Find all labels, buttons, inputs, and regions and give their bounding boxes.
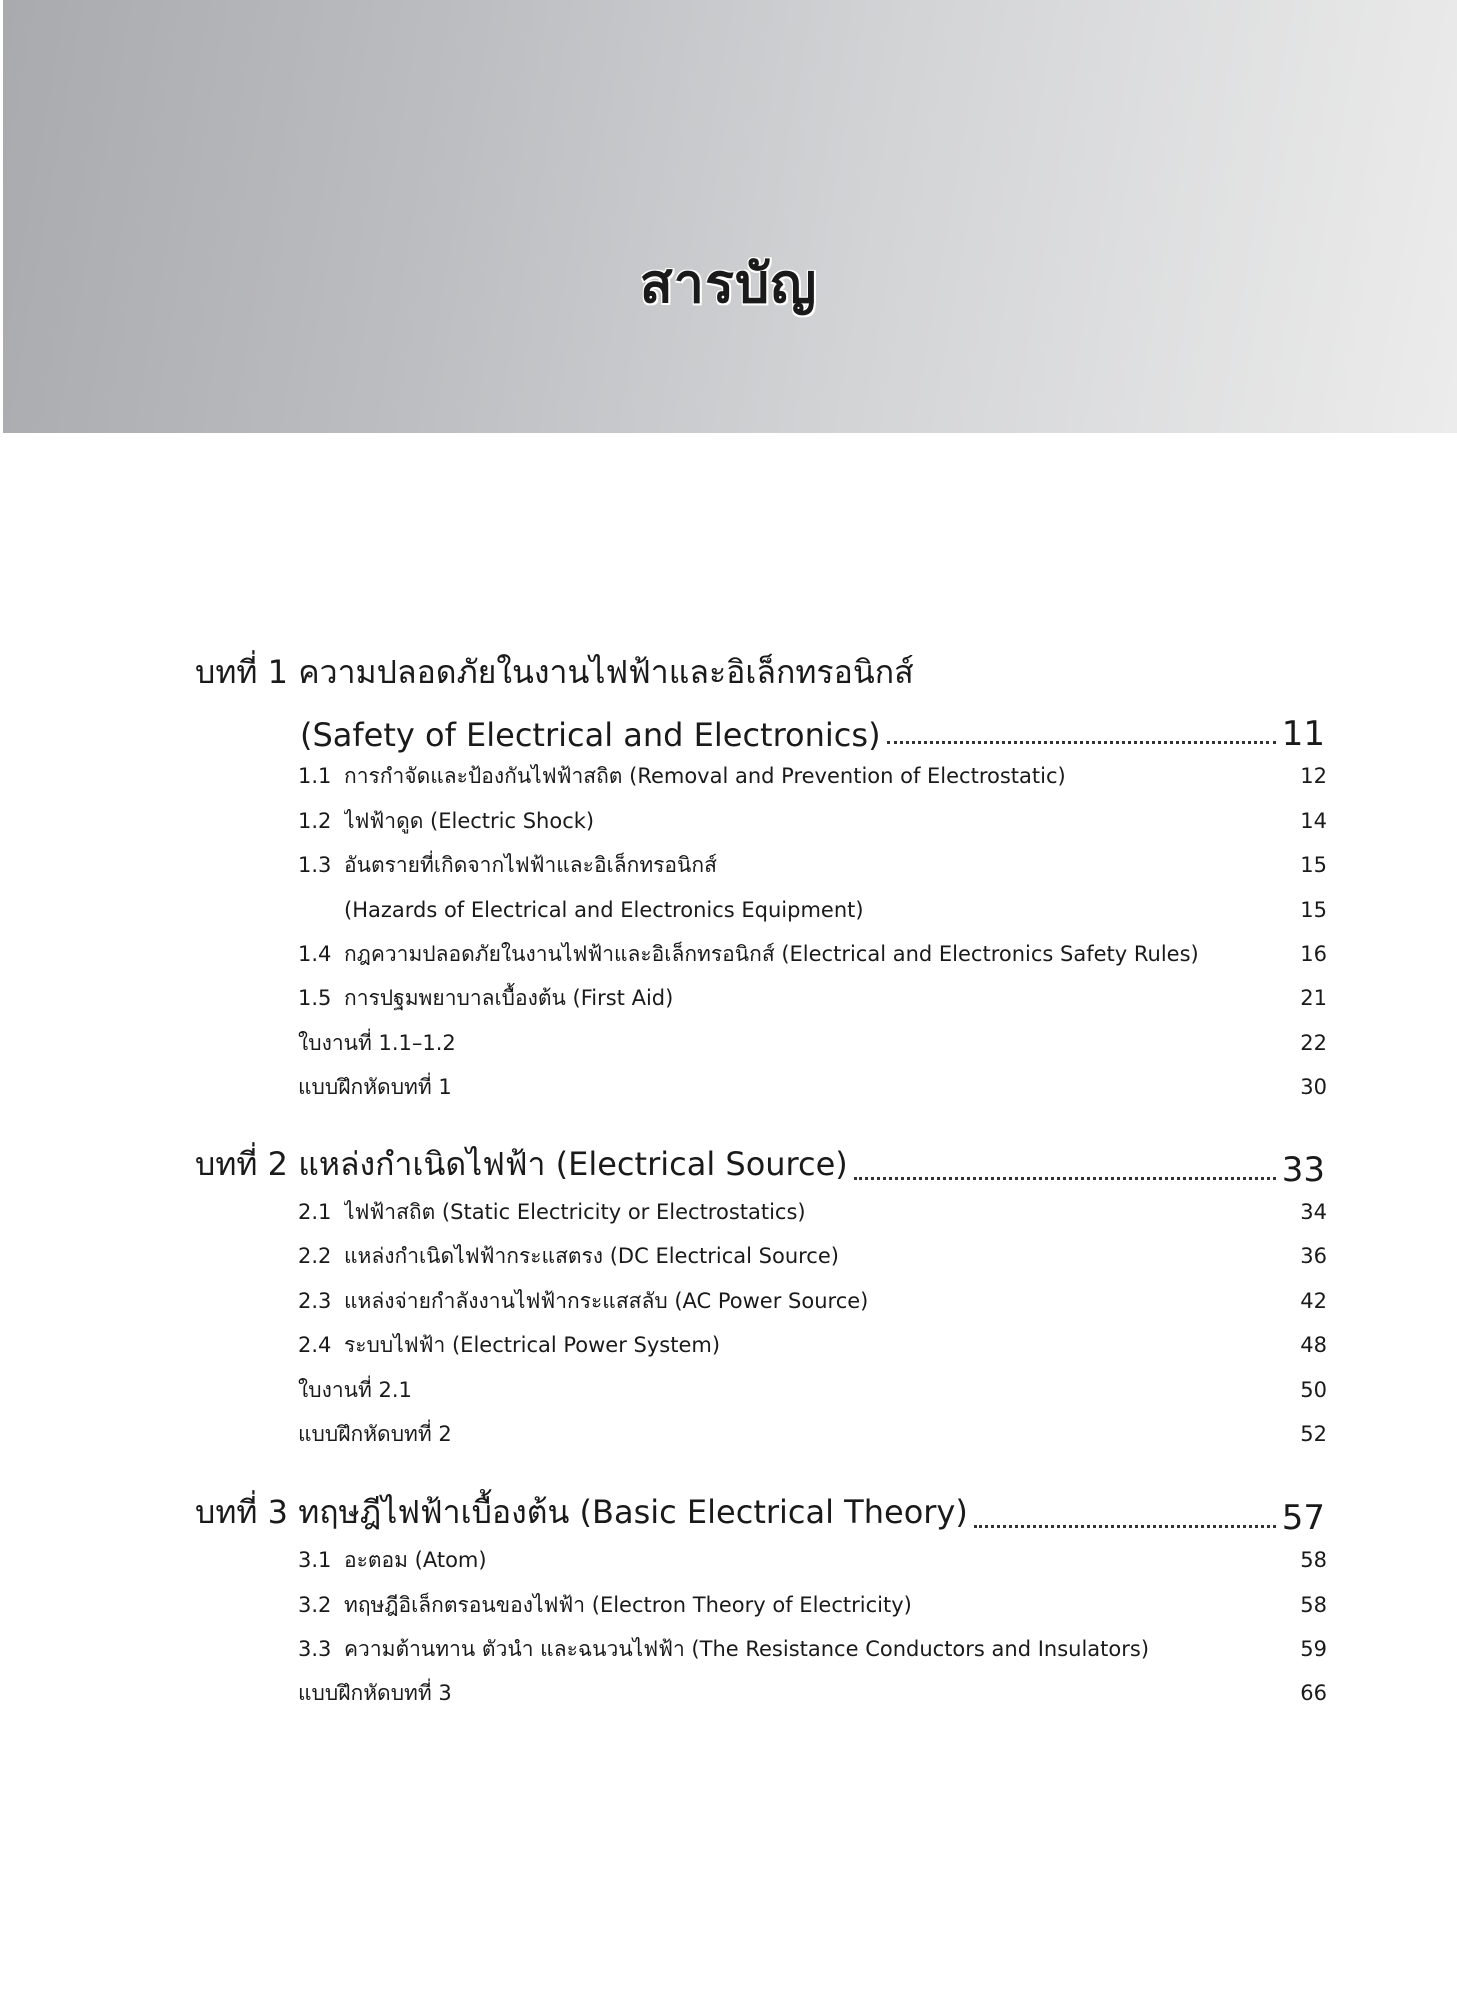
entry-title: ใบงานที่ 1.1–1.2 (298, 1030, 456, 1055)
entry-page: 66 (1300, 1681, 1327, 1705)
dot-leader (887, 741, 1276, 744)
chapter-1-subtitle-row[interactable] (300, 702, 1325, 754)
entry-number: 2.4 (298, 1333, 332, 1357)
toc-entry-2-2[interactable] (298, 1239, 1327, 1273)
entry-page: 52 (1300, 1422, 1327, 1446)
toc-entry-exercise-2[interactable] (298, 1417, 1327, 1451)
toc-entry-exercise-1[interactable] (298, 1070, 1327, 1104)
toc-entry-2-3[interactable] (298, 1284, 1327, 1318)
entry-page: 12 (1300, 764, 1327, 788)
entry-number: 3.3 (298, 1637, 332, 1661)
entry-page: 16 (1300, 942, 1327, 966)
toc-entry-worksheet-1[interactable] (298, 1026, 1327, 1060)
entry-number: 1.1 (298, 764, 332, 788)
toc-entry-3-1[interactable] (298, 1543, 1327, 1577)
entry-title: (Hazards of Electrical and Electronics Equipment) (344, 898, 864, 922)
toc-entry-1-1[interactable] (298, 759, 1327, 793)
toc-entry-3-2[interactable] (298, 1588, 1327, 1622)
toc-entry-1-3[interactable] (298, 848, 1327, 882)
entry-number: 2.1 (298, 1200, 332, 1224)
entry-title: ไฟฟ้าสถิต (Static Electricity or Electrostatics) (344, 1199, 806, 1224)
chapter-3-title: บทที่ 3 ทฤษฎีไฟฟ้าเบื้องต้น (Basic Electrical Theory) (195, 1493, 968, 1531)
entry-title: ใบงานที่ 2.1 (298, 1377, 412, 1402)
entry-page: 36 (1300, 1244, 1327, 1268)
entry-page: 21 (1300, 986, 1327, 1010)
entry-number: 2.3 (298, 1289, 332, 1313)
entry-page: 30 (1300, 1075, 1327, 1099)
toc-entry-worksheet-2[interactable] (298, 1373, 1327, 1407)
entry-title: ระบบไฟฟ้า (Electrical Power System) (344, 1332, 721, 1357)
entry-title: ทฤษฎีอิเล็กตรอนของไฟฟ้า (Electron Theory of Electricity) (344, 1592, 912, 1617)
entry-number: 1.4 (298, 942, 332, 966)
entry-page: 15 (1300, 898, 1327, 922)
entry-page: 58 (1300, 1593, 1327, 1617)
toc-entry-2-4[interactable] (298, 1328, 1327, 1362)
entry-number: 3.1 (298, 1548, 332, 1572)
toc-entry-1-4[interactable] (298, 937, 1327, 971)
entry-title: แบบฝึกหัดบทที่ 1 (298, 1074, 452, 1099)
entry-number: 1.2 (298, 809, 332, 833)
header-banner (3, 0, 1457, 433)
chapter-3-page: 57 (1281, 1498, 1325, 1538)
entry-title: แบบฝึกหัดบทที่ 3 (298, 1680, 452, 1705)
entry-title: อะตอม (Atom) (344, 1547, 487, 1572)
chapter-2-title: บทที่ 2 แหล่งกำเนิดไฟฟ้า (Electrical Source) (195, 1145, 848, 1183)
entry-page: 59 (1300, 1637, 1327, 1661)
entry-page: 48 (1300, 1333, 1327, 1357)
entry-page: 58 (1300, 1548, 1327, 1572)
toc-entry-2-1[interactable] (298, 1195, 1327, 1229)
entry-title: ไฟฟ้าดูด (Electric Shock) (344, 808, 595, 833)
entry-number: 3.2 (298, 1593, 332, 1617)
chapter-3-heading[interactable] (195, 1486, 1325, 1538)
entry-page: 14 (1300, 809, 1327, 833)
entry-page: 22 (1300, 1031, 1327, 1055)
entry-title: กฎความปลอดภัยในงานไฟฟ้าและอิเล็กทรอนิกส์ (Electrical and Electronics Safety Rules) (344, 941, 1199, 966)
dot-leader (854, 1177, 1276, 1180)
chapter-2-heading[interactable] (195, 1138, 1325, 1190)
entry-title: ความต้านทาน ตัวนำ และฉนวนไฟฟ้า (The Resistance Conductors and Insulators) (344, 1636, 1150, 1661)
entry-title: แบบฝึกหัดบทที่ 2 (298, 1421, 452, 1446)
entry-page: 50 (1300, 1378, 1327, 1402)
chapter-1-title: บทที่ 1 ความปลอดภัยในงานไฟฟ้าและอิเล็กทรอนิกส์ (195, 653, 914, 691)
page-title: สารบัญ (639, 252, 818, 315)
toc-entry-1-5[interactable] (298, 981, 1327, 1015)
dot-leader (974, 1525, 1276, 1528)
entry-page: 34 (1300, 1200, 1327, 1224)
toc-entry-1-2[interactable] (298, 804, 1327, 838)
entry-page: 15 (1300, 853, 1327, 877)
entry-title: อันตรายที่เกิดจากไฟฟ้าและอิเล็กทรอนิกส์ (344, 852, 717, 877)
chapter-2-page: 33 (1281, 1150, 1325, 1190)
entry-title: การกำจัดและป้องกันไฟฟ้าสถิต (Removal and Prevention of Electrostatic) (344, 763, 1066, 788)
entry-title: แหล่งกำเนิดไฟฟ้ากระแสตรง (DC Electrical Source) (344, 1243, 839, 1268)
entry-page: 42 (1300, 1289, 1327, 1313)
entry-number: 1.3 (298, 853, 332, 877)
entry-number: 2.2 (298, 1244, 332, 1268)
chapter-1-heading[interactable] (195, 646, 1325, 698)
entry-number: 1.5 (298, 986, 332, 1010)
entry-title: การปฐมพยาบาลเบื้องต้น (First Aid) (344, 985, 674, 1010)
chapter-1-subtitle: (Safety of Electrical and Electronics) (300, 716, 881, 754)
toc-entry-1-3-continued[interactable] (298, 893, 1327, 927)
toc-entry-3-3[interactable] (298, 1632, 1327, 1666)
entry-title: แหล่งจ่ายกำลังงานไฟฟ้ากระแสสลับ (AC Power Source) (344, 1288, 869, 1313)
toc-entry-exercise-3[interactable] (298, 1676, 1327, 1710)
chapter-1-page: 11 (1281, 714, 1325, 754)
